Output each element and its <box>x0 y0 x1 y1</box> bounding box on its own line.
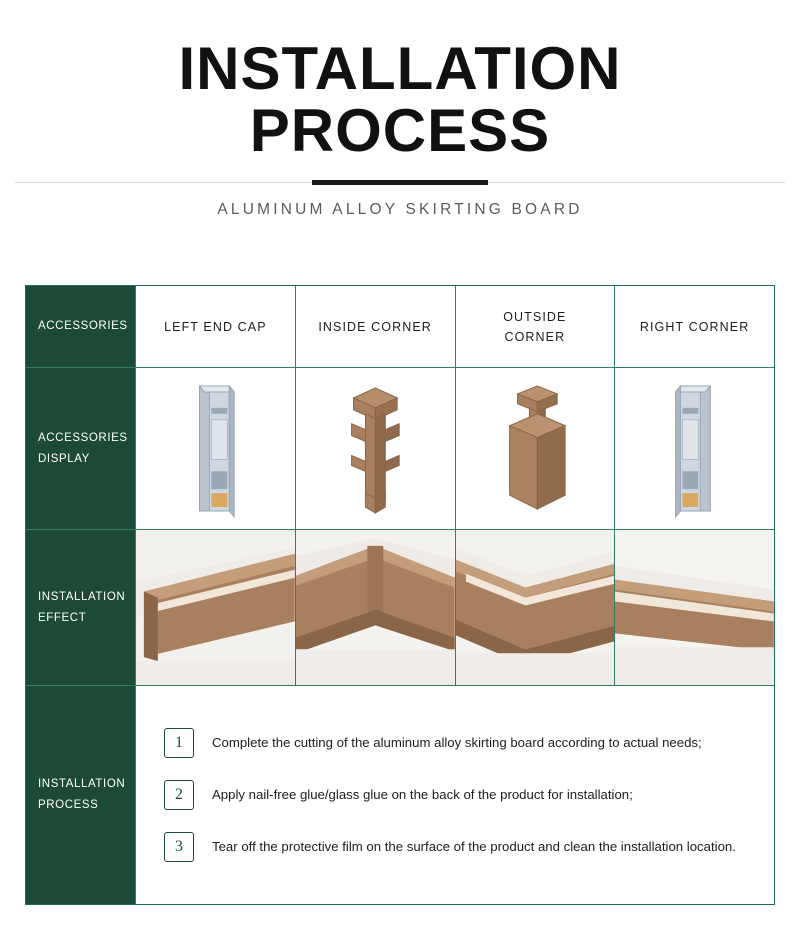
column-header-left-end-cap: LEFT END CAP <box>136 286 296 367</box>
effect-image-outside-corner <box>456 530 616 685</box>
column-header-inside-corner: INSIDE CORNER <box>296 286 456 367</box>
effect-image-right-corner <box>615 530 774 685</box>
step-number-badge: 3 <box>164 832 194 862</box>
list-item <box>164 832 756 862</box>
list-item <box>164 780 756 810</box>
effect-right-corner-photo <box>615 530 774 685</box>
step-text: Complete the cutting of the aluminum alloy skirting board according to actual needs; <box>212 734 702 750</box>
right-corner-icon <box>615 368 774 529</box>
list-item <box>164 728 756 758</box>
page-title <box>0 35 800 164</box>
effect-image-inside-corner <box>296 530 456 685</box>
process-steps-list <box>136 686 774 904</box>
effect-inside-corner-photo <box>296 530 455 685</box>
divider <box>15 180 785 185</box>
step-text: Tear off the protective film on the surface of the product and clean the installation location. <box>212 838 736 854</box>
page-title-line2: PROCESS <box>249 96 551 164</box>
effect-image-left-end-cap <box>136 530 296 685</box>
accessory-image-right-corner <box>615 368 774 529</box>
effect-outside-corner-photo <box>456 530 615 685</box>
row-label-installation-process: INSTALLATION PROCESS <box>26 686 136 904</box>
row-label-accessories: ACCESSORIES <box>26 286 136 367</box>
step-number-badge: 2 <box>164 780 194 810</box>
table-row-installation-effect <box>26 530 774 686</box>
table-row-accessories-display <box>26 368 774 530</box>
installation-table <box>25 285 775 905</box>
table-row-installation-process <box>26 686 774 904</box>
row-label-accessories-display: ACCESSORIES DISPLAY <box>26 368 136 529</box>
column-header-outside-corner: OUTSIDE CORNER <box>456 286 616 367</box>
effect-left-end-cap-photo <box>136 530 295 685</box>
outside-corner-icon <box>456 368 615 529</box>
inside-corner-icon <box>296 368 455 529</box>
step-text: Apply nail-free glue/glass glue on the back of the product for installation; <box>212 786 633 802</box>
column-header-right-corner: RIGHT CORNER <box>639 319 750 334</box>
page-title-line1: INSTALLATION <box>178 35 622 102</box>
accessory-image-left-end-cap <box>136 368 296 529</box>
divider-accent-bar <box>312 180 488 185</box>
accessory-image-inside-corner <box>296 368 456 529</box>
table-row-headers <box>26 286 774 368</box>
row-label-installation-effect: INSTALLATION EFFECT <box>26 530 136 685</box>
page-subtitle: ALUMINUM ALLOY SKIRTING BOARD <box>217 200 583 218</box>
page-header <box>0 0 800 219</box>
left-end-cap-icon <box>136 368 295 529</box>
step-number-badge: 1 <box>164 728 194 758</box>
accessory-image-outside-corner <box>456 368 616 529</box>
